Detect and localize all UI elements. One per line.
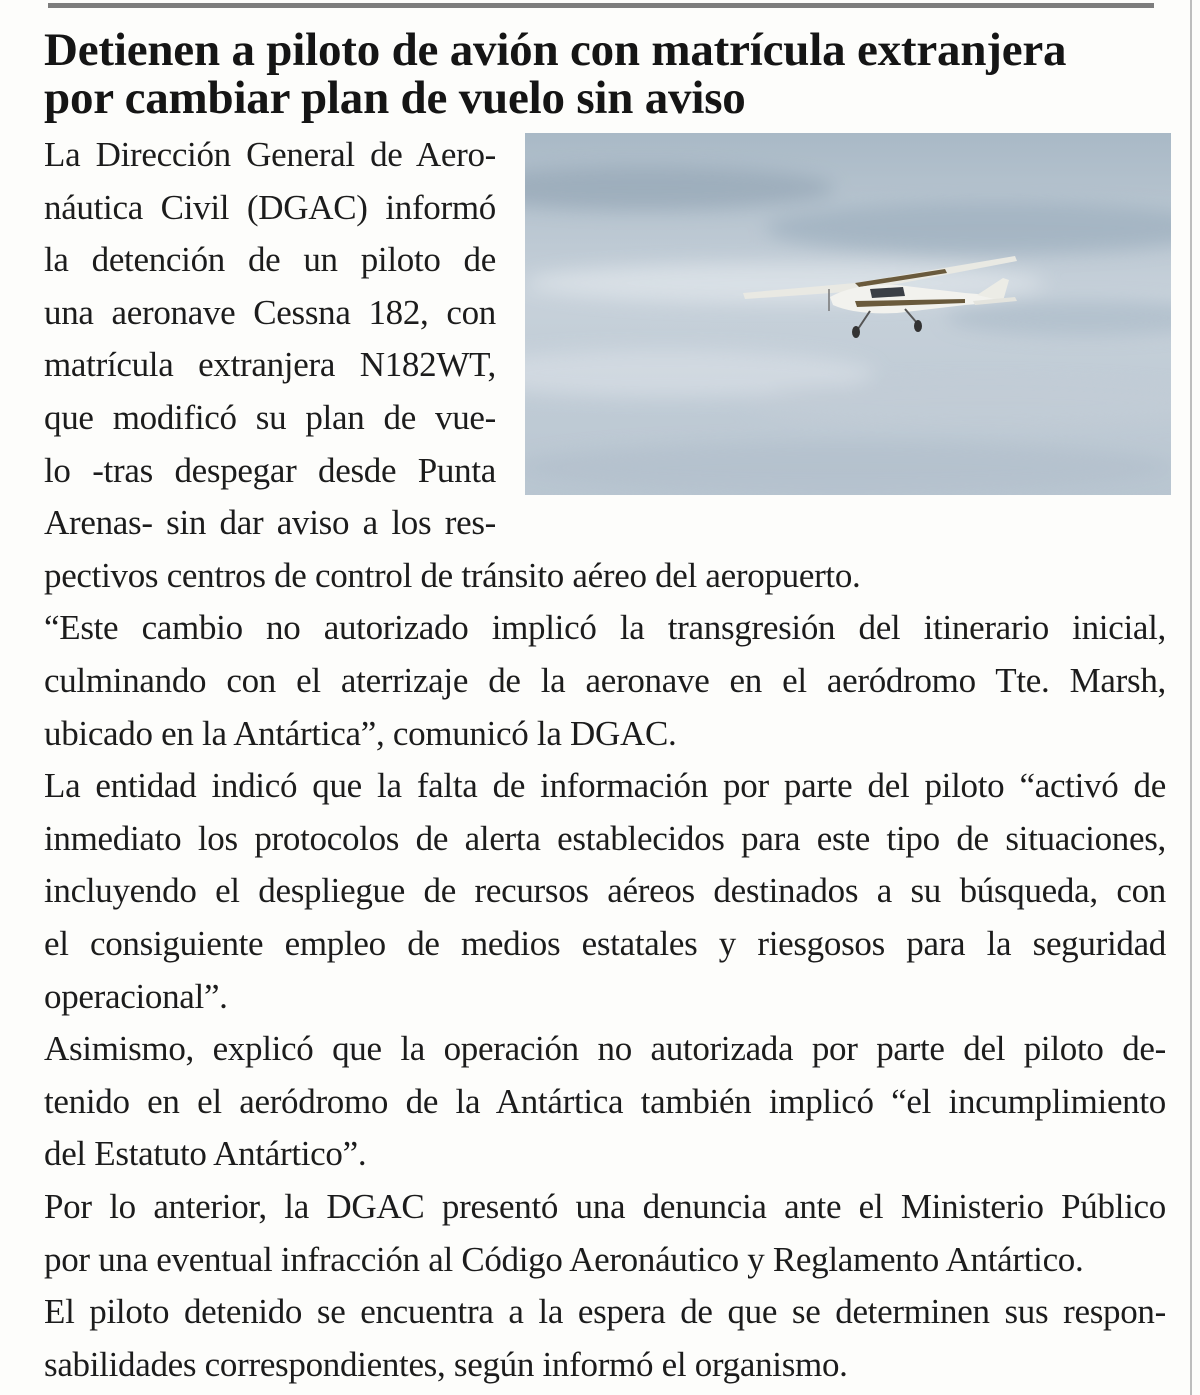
body-line: náutica Civil (DGAC) informó xyxy=(44,187,496,227)
body-line: tenido en el aeródromo de la Antártica también implicó “el incumplimiento xyxy=(44,1081,1166,1121)
body-line: Por lo anterior, la DGAC presentó una denuncia ante el Ministerio Público xyxy=(44,1187,1166,1226)
body-line: operacional”. xyxy=(44,976,228,1016)
body-line: una aeronave Cessna 182, con xyxy=(44,292,496,332)
body-line: incluyendo el despliegue de recursos aéreos destinados a su búsqueda, con xyxy=(44,871,1166,911)
body-line: ubicado en la Antártica”, comunicó la DGAC. xyxy=(44,713,677,753)
body-line: La entidad indicó que la falta de información por parte del piloto “activó de xyxy=(44,766,1166,806)
headline xyxy=(44,26,1174,122)
body-line: lo -tras despegar desde Punta xyxy=(44,450,496,490)
page-edge-line xyxy=(1190,0,1192,1395)
body-line: El piloto detenido se encuentra a la espera de que se determinen sus respon- xyxy=(44,1292,1166,1332)
body-line: del Estatuto Antártico”. xyxy=(44,1134,367,1174)
airplane-photo-image xyxy=(525,133,1171,495)
body-line: el consiguiente empleo de medios estatales y riesgosos para la seguridad xyxy=(44,924,1166,963)
body-line: que modificó su plan de vue- xyxy=(44,398,496,437)
article-photo xyxy=(525,133,1171,495)
headline-line-1: Detienen a piloto de avión con matrícula extranjera xyxy=(44,24,1067,76)
body-line: por una eventual infracción al Código Aeronáutico y Reglamento Antártico. xyxy=(44,1239,1084,1279)
top-rule xyxy=(48,3,1154,8)
body-line: La Dirección General de Aero- xyxy=(44,135,496,174)
body-line: Arenas- sin dar aviso a los res- xyxy=(44,503,496,543)
body-line: “Este cambio no autorizado implicó la transgresión del itinerario inicial, xyxy=(44,608,1166,648)
headline-line-2: por cambiar plan de vuelo sin aviso xyxy=(44,72,746,124)
body-line: culminando con el aterrizaje de la aeronave en el aeródromo Tte. Marsh, xyxy=(44,661,1166,700)
body-line: la detención de un piloto de xyxy=(44,240,496,280)
body-line: matrícula extranjera N182WT, xyxy=(44,345,496,385)
body-line: pectivos centros de control de tránsito aéreo del aeropuerto. xyxy=(44,555,861,595)
body-line: inmediato los protocolos de alerta establecidos para este tipo de situaciones, xyxy=(44,818,1166,858)
body-line: Asimismo, explicó que la operación no autorizada por parte del piloto de- xyxy=(44,1029,1166,1069)
body-line: sabilidades correspondientes, según informó el organismo. xyxy=(44,1344,848,1384)
